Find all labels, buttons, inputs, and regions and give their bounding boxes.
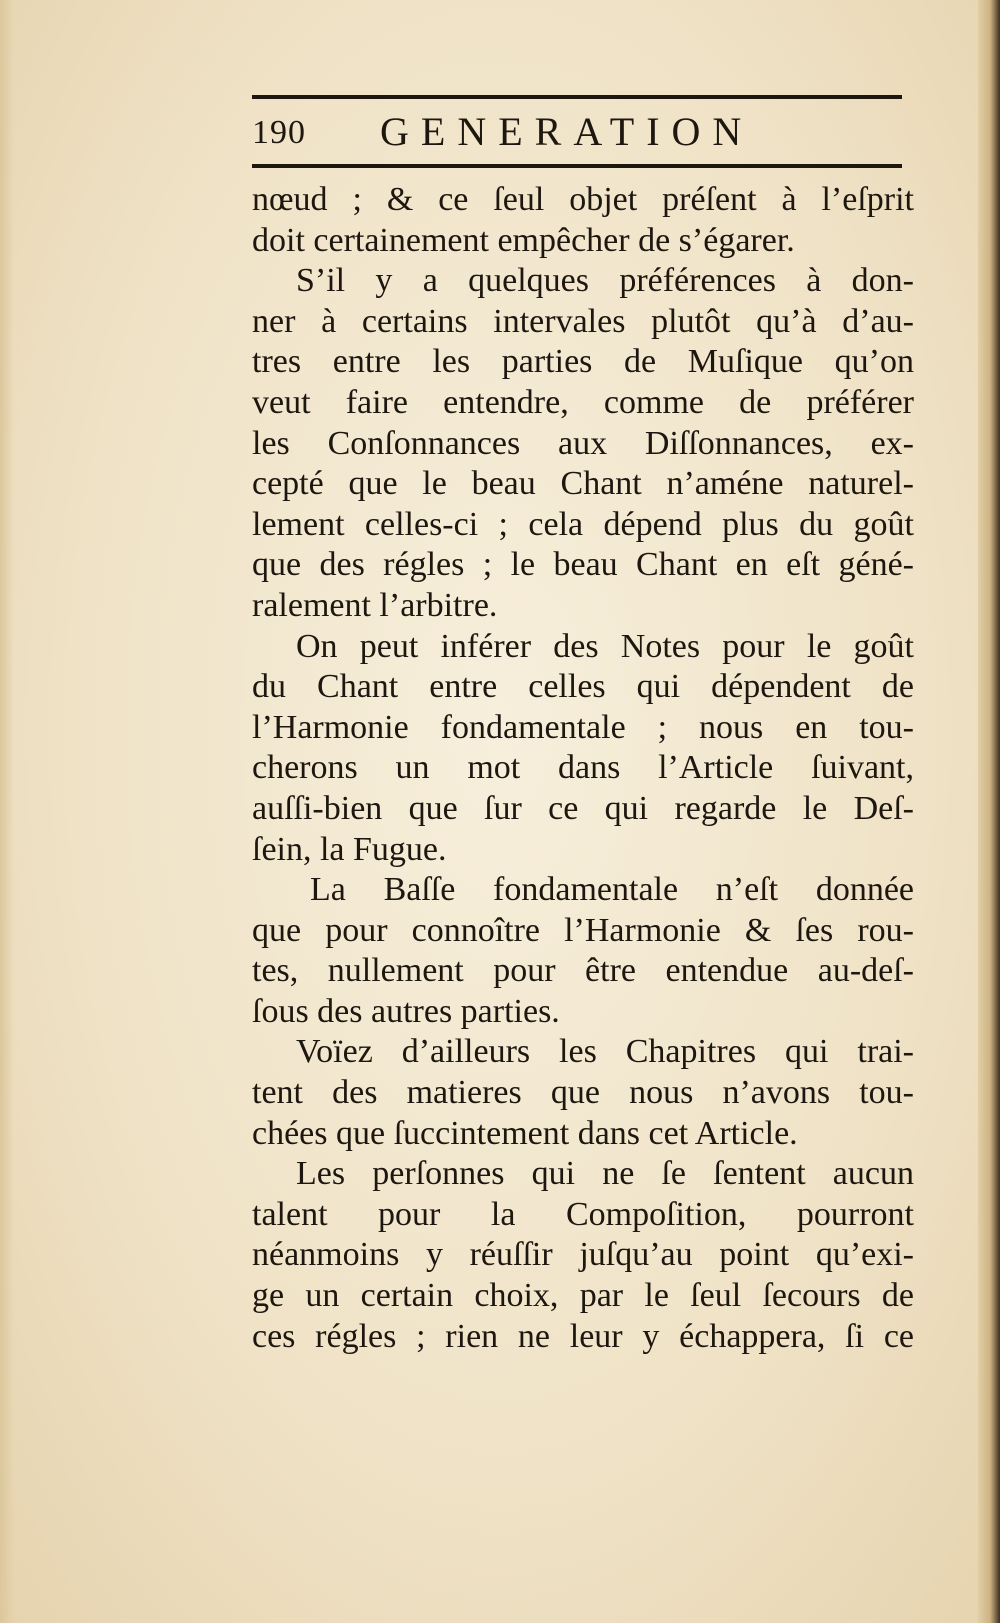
text-line: cepté que le beau Chant n’améne naturel- bbox=[252, 465, 914, 503]
paragraph-first-line: Les perſonnes qui ne ſe ſentent aucun bbox=[296, 1155, 914, 1193]
text-line: ces régles ; rien ne leur y échappera, ſi ce bbox=[252, 1317, 914, 1355]
text-line: cherons un mot dans l’Article ſuivant, bbox=[252, 749, 914, 787]
paragraph-first-line: La Baſſe fondamentale n’eſt donnée bbox=[310, 871, 914, 909]
text-line: lement celles-ci ; cela dépend plus du goût bbox=[252, 505, 914, 543]
page-gutter-edge bbox=[978, 0, 1000, 1623]
page-left-edge bbox=[0, 0, 14, 1623]
text-line: tes, nullement pour être entendue au-deſ- bbox=[252, 952, 914, 990]
text-line: du Chant entre celles qui dépendent de bbox=[252, 668, 914, 706]
header-top-rule bbox=[252, 95, 902, 99]
text-line: ralement l’arbitre. bbox=[252, 586, 498, 624]
text-line: auſſi-bien que ſur ce qui regarde le Deſ- bbox=[252, 789, 914, 827]
page-number: 190 bbox=[252, 114, 306, 151]
text-line: néanmoins y réuſſir juſqu’au point qu’exi- bbox=[252, 1236, 914, 1274]
paragraph-first-line: Voïez d’ailleurs les Chapitres qui trai- bbox=[296, 1033, 914, 1071]
page-header bbox=[252, 105, 902, 161]
header-bottom-rule bbox=[252, 164, 902, 168]
text-line: tent des matieres que nous n’avons tou- bbox=[252, 1074, 914, 1112]
paragraph-first-line: S’il y a quelques préférences à don- bbox=[296, 262, 914, 300]
text-line: ge un certain choix, par le ſeul ſecours de bbox=[252, 1277, 914, 1315]
text-line: doit certainement empêcher de s’égarer. bbox=[252, 221, 795, 259]
text-line: ner à certains intervales plutôt qu’à d’au- bbox=[252, 302, 914, 340]
text-line: chées que ſuccintement dans cet Article. bbox=[252, 1114, 798, 1152]
paragraph-first-line: On peut inférer des Notes pour le goût bbox=[296, 627, 914, 665]
text-line: l’Harmonie fondamentale ; nous en tou- bbox=[252, 708, 914, 746]
text-line: ſein, la Fugue. bbox=[252, 830, 447, 868]
text-line: ſous des autres parties. bbox=[252, 992, 560, 1030]
text-line: les Conſonnances aux Diſſonnances, ex- bbox=[252, 424, 914, 462]
text-line: veut faire entendre, comme de préférer bbox=[252, 383, 914, 421]
text-line: tres entre les parties de Muſique qu’on bbox=[252, 343, 914, 381]
text-line: que des régles ; le beau Chant en eſt géné- bbox=[252, 546, 914, 584]
text-line: nœud ; & ce ſeul objet préſent à l’eſprit bbox=[252, 181, 914, 218]
body-text bbox=[252, 180, 914, 1357]
text-line: talent pour la Compoſition, pourront bbox=[252, 1195, 914, 1233]
text-line: que pour connoître l’Harmonie & ſes rou- bbox=[252, 911, 914, 949]
running-title: GENERATION bbox=[380, 109, 754, 154]
